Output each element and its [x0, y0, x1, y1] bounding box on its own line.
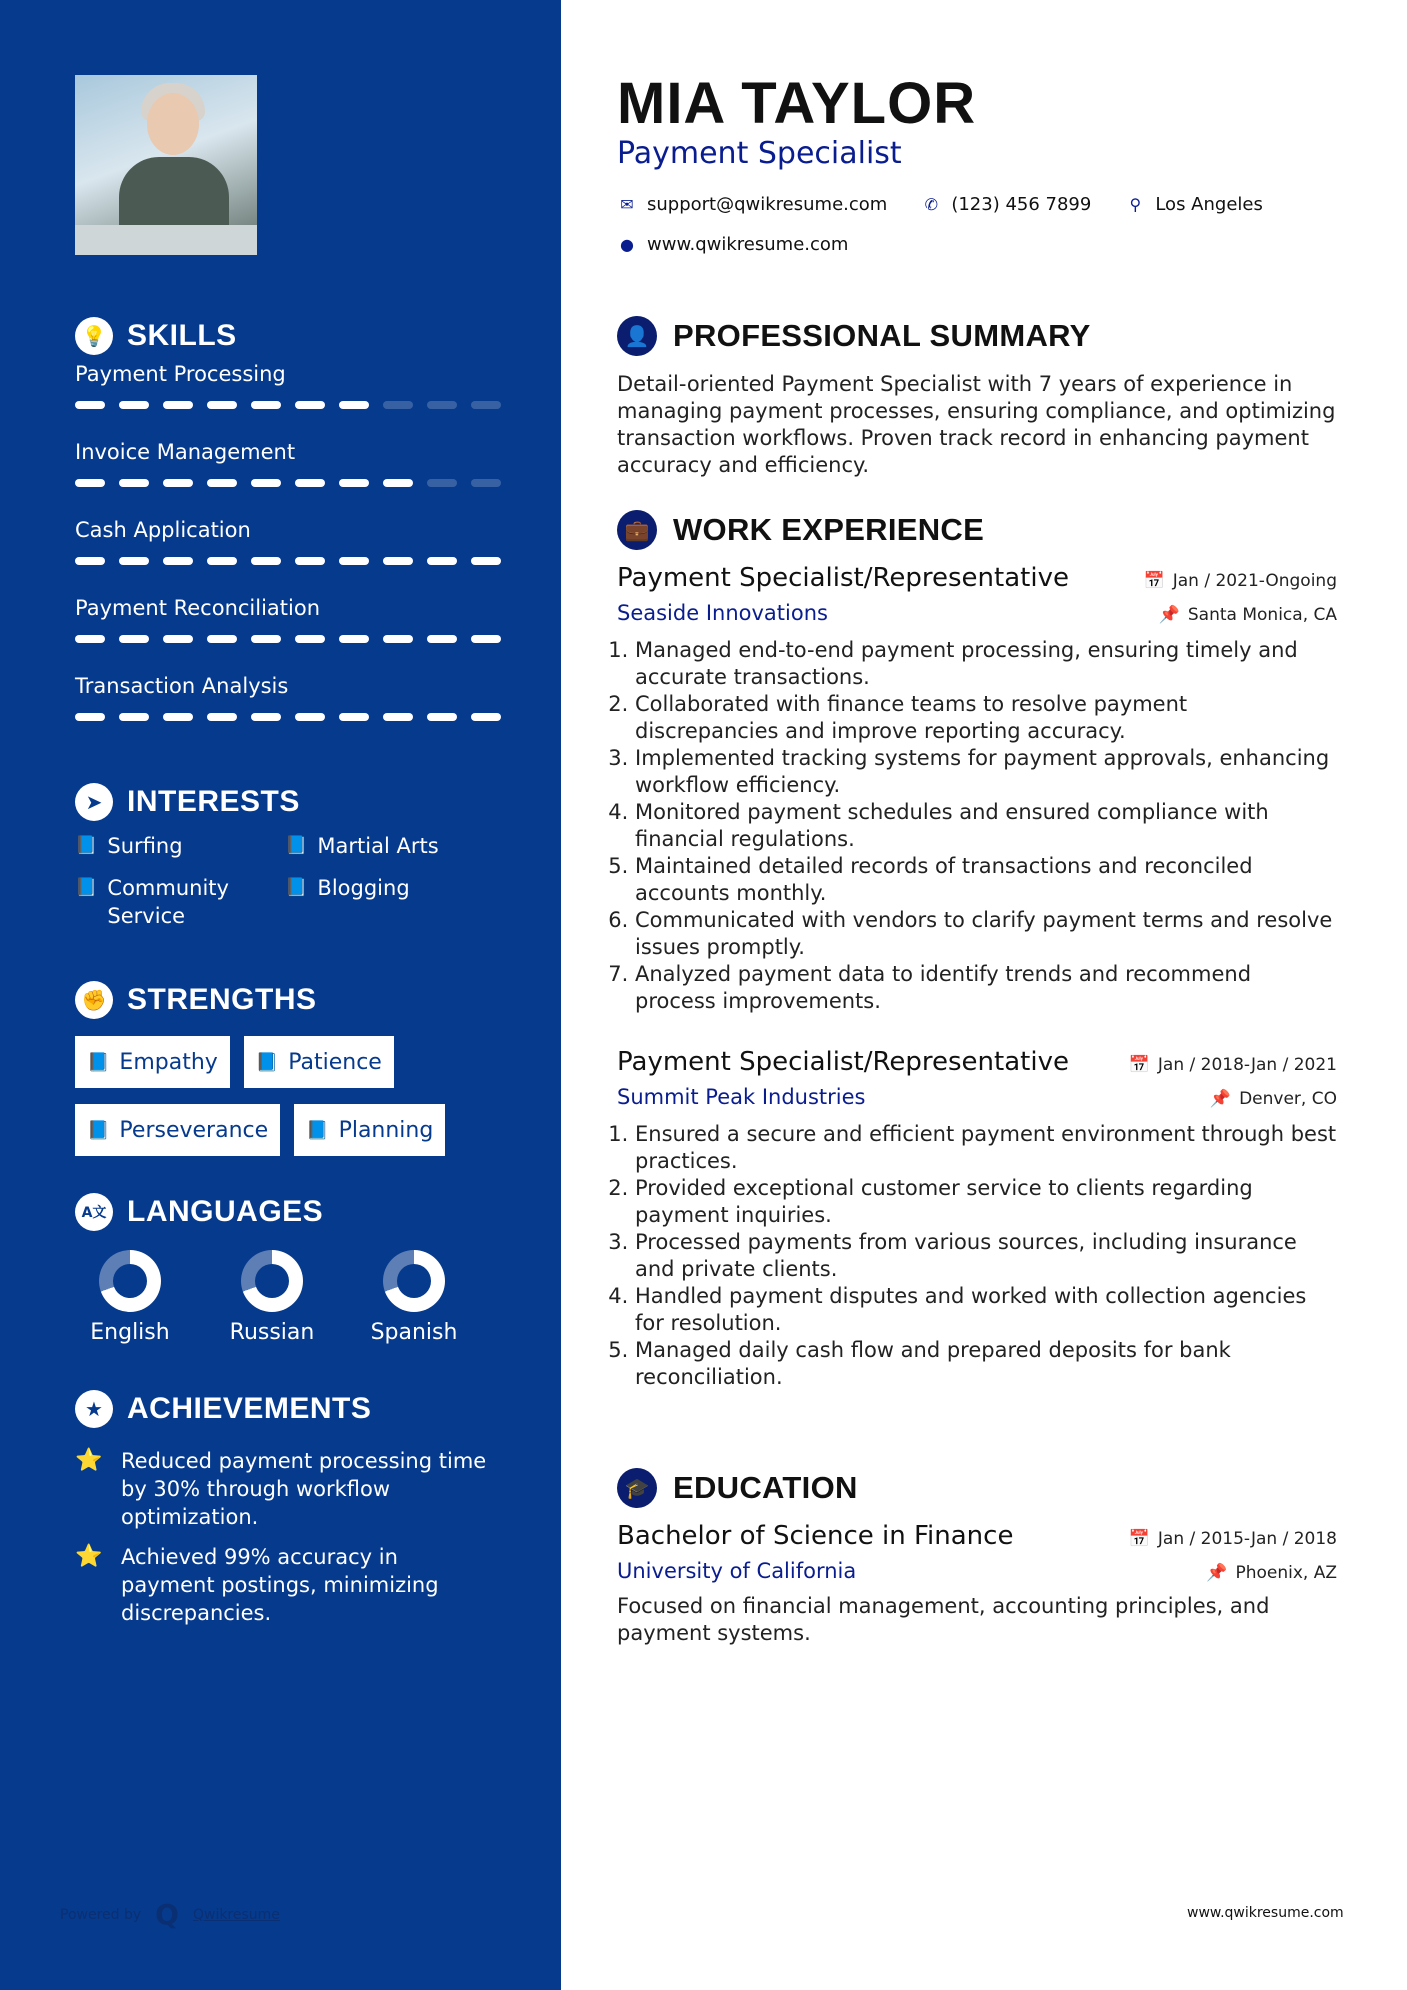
job-bullet: 1. Managed end-to-end payment processing, ensuring timely and accurate transactions. [635, 637, 1337, 691]
interest-item: 📘 Surfing [75, 834, 183, 858]
qwikresume-logo-icon: Q [155, 1898, 179, 1931]
interest-item: 📘 Blogging [285, 874, 495, 930]
book-icon: 📘 [285, 835, 308, 856]
skill-name: Invoice Management [75, 440, 296, 464]
company-name: Summit Peak Industries [617, 1085, 866, 1109]
company-name: Seaside Innovations [617, 601, 828, 625]
education-dates: Jan / 2015-Jan / 2018 [1157, 1529, 1337, 1549]
book-icon: 📘 [87, 1051, 110, 1073]
skill-level-dot [295, 635, 325, 643]
user-icon: 👤 [617, 316, 657, 356]
pin-icon: 📌 [1206, 1563, 1228, 1583]
skill-level-dot [119, 557, 149, 565]
skill-level-dot [339, 401, 369, 409]
interest-item: 📘 Martial Arts [285, 834, 439, 858]
skill-level-dot [427, 713, 457, 721]
book-icon: 📘 [87, 1119, 110, 1141]
languages-section [75, 1192, 505, 1345]
candidate-name: MIA TAYLOR [617, 71, 977, 136]
job-bullet: 6. Communicated with vendors to clarify payment terms and resolve issues promptly. [635, 907, 1337, 961]
book-icon: 📘 [285, 877, 308, 898]
language-item: Spanish [359, 1250, 469, 1345]
skill-level-dot [207, 713, 237, 721]
experience-title: WORK EXPERIENCE [673, 512, 985, 547]
email[interactable]: support@qwikresume.com [647, 194, 888, 215]
skill-level-dot [75, 635, 105, 643]
skill-level-dot [427, 479, 457, 487]
strength-chip: 📘 Empathy [75, 1036, 230, 1088]
skills-list [75, 356, 505, 746]
skill-level-dot [119, 635, 149, 643]
powered-by: Powered by Q Qwikresume [60, 1898, 280, 1931]
envelope-icon: ✉ [620, 195, 634, 214]
graduation-cap-icon: 🎓 [617, 1468, 657, 1508]
skill-level-dot [119, 479, 149, 487]
skill-item [75, 356, 505, 434]
job-location: Denver, CO [1239, 1089, 1337, 1109]
footer-url[interactable]: www.qwikresume.com [1187, 1905, 1344, 1921]
map-pin-icon: ⚲ [1129, 195, 1142, 214]
interest-item: 📘 Community Service [75, 876, 229, 928]
skill-level-dot [339, 713, 369, 721]
job-bullet: 2. Collaborated with finance teams to resolve payment discrepancies and improve reporting accuracy. [635, 691, 1337, 745]
skill-level-bar [75, 557, 501, 565]
job-bullet: 1. Ensured a secure and efficient payment environment through best practices. [635, 1121, 1337, 1175]
star-icon: ⭐ [75, 1544, 103, 1569]
skill-level-bar [75, 713, 501, 721]
skill-level-dot [251, 557, 281, 565]
achievements-section [75, 1389, 505, 1627]
skill-level-bar [75, 479, 501, 487]
paper-plane-icon: ➤ [75, 783, 113, 821]
skill-level-dot [163, 401, 193, 409]
language-level-ring [241, 1250, 303, 1312]
skill-item [75, 434, 505, 512]
skill-level-bar [75, 401, 501, 409]
star-icon: ⭐ [75, 1448, 103, 1473]
language-level-ring [383, 1250, 445, 1312]
job-bullet: 4. Handled payment disputes and worked with collection agencies for resolution. [635, 1283, 1337, 1337]
skill-level-dot [295, 713, 325, 721]
interests-title: INTERESTS [127, 785, 300, 818]
office-chair-icon: 💼 [617, 510, 657, 550]
book-icon: 📘 [75, 877, 98, 898]
skill-level-dot [471, 479, 501, 487]
fist-icon: ✊ [75, 981, 113, 1019]
summary-text: Detail-oriented Payment Specialist with 7 years of experience in managing payment processes, ensuring compliance, and optimizing transaction workflows. Proven track record in enhancing payment accuracy and efficiency. [617, 372, 1336, 477]
skill-level-dot [207, 635, 237, 643]
skills-title: SKILLS [127, 319, 237, 352]
skill-level-dot [295, 557, 325, 565]
skill-level-dot [251, 479, 281, 487]
phone[interactable]: (123) 456 7899 [951, 194, 1092, 215]
skill-name: Cash Application [75, 518, 251, 542]
globe-icon: ● [620, 235, 634, 254]
skill-level-dot [163, 557, 193, 565]
skill-name: Transaction Analysis [75, 674, 289, 698]
skill-level-dot [251, 635, 281, 643]
strength-chip: 📘 Perseverance [75, 1104, 280, 1156]
skill-level-dot [119, 401, 149, 409]
summary-title: PROFESSIONAL SUMMARY [673, 318, 1091, 353]
calendar-icon: 📅 [1128, 1055, 1150, 1075]
contact-line [617, 194, 1263, 215]
skill-name: Payment Processing [75, 362, 286, 386]
sidebar [0, 0, 561, 1990]
language-level-ring [99, 1250, 161, 1312]
skill-level-dot [471, 557, 501, 565]
degree: Bachelor of Science in Finance [617, 1521, 1014, 1551]
calendar-icon: 📅 [1143, 571, 1165, 591]
skill-level-dot [251, 713, 281, 721]
education-text: Focused on financial management, accounting principles, and payment systems. [617, 1594, 1270, 1645]
phone-icon: ✆ [924, 195, 939, 214]
skills-section [75, 316, 505, 746]
education-section [617, 1467, 1337, 1647]
skill-level-dot [163, 635, 193, 643]
achievement-item: ⭐ Reduced payment processing time by 30% through workflow optimization. [75, 1448, 487, 1529]
strengths-list [75, 1036, 495, 1156]
skill-level-dot [339, 479, 369, 487]
job-bullets [617, 637, 1337, 1015]
job-entry [617, 563, 1337, 1015]
book-icon: 📘 [306, 1119, 329, 1141]
skill-level-dot [295, 479, 325, 487]
skill-level-dot [207, 401, 237, 409]
skill-level-dot [383, 557, 413, 565]
interests-list [75, 832, 505, 930]
skill-level-dot [383, 479, 413, 487]
strength-chip: 📘 Patience [244, 1036, 394, 1088]
skill-level-dot [251, 401, 281, 409]
location: Los Angeles [1155, 194, 1263, 215]
skill-level-dot [207, 557, 237, 565]
skill-level-dot [471, 635, 501, 643]
job-title: Payment Specialist/Representative [617, 1047, 1069, 1077]
job-location: Santa Monica, CA [1187, 605, 1337, 625]
achievements-title: ACHIEVEMENTS [127, 1392, 372, 1425]
summary-section [617, 315, 1337, 479]
website[interactable]: www.qwikresume.com [647, 234, 849, 255]
strength-chip: 📘 Planning [294, 1104, 445, 1156]
experience-section [617, 509, 1337, 1391]
skill-level-dot [295, 401, 325, 409]
skill-level-dot [75, 713, 105, 721]
jobs-list [617, 563, 1337, 1391]
achievement-item: ⭐ Achieved 99% accuracy in payment postings, minimizing discrepancies. [75, 1544, 439, 1625]
candidate-role: Payment Specialist [617, 136, 902, 171]
skill-level-dot [119, 713, 149, 721]
skill-level-dot [427, 401, 457, 409]
lightbulb-icon: 💡 [75, 317, 113, 355]
profile-photo [75, 75, 257, 255]
skill-level-dot [339, 635, 369, 643]
job-title: Payment Specialist/Representative [617, 563, 1069, 593]
skill-level-dot [75, 479, 105, 487]
skill-level-dot [163, 713, 193, 721]
school: University of California [617, 1559, 857, 1583]
pin-icon: 📌 [1158, 605, 1180, 625]
translate-icon: A文 [75, 1193, 113, 1231]
skill-level-dot [75, 557, 105, 565]
job-bullet: 5. Managed daily cash flow and prepared deposits for bank reconciliation. [635, 1337, 1337, 1391]
skill-item [75, 590, 505, 668]
job-bullets [617, 1121, 1337, 1391]
brand-link[interactable]: Qwikresume [192, 1906, 280, 1923]
skill-level-dot [383, 713, 413, 721]
job-bullet: 7. Analyzed payment data to identify trends and recommend process improvements. [635, 961, 1337, 1015]
skill-level-bar [75, 635, 501, 643]
job-bullet: 3. Implemented tracking systems for payment approvals, enhancing workflow efficiency. [635, 745, 1337, 799]
languages-title: LANGUAGES [127, 1195, 324, 1228]
skill-level-dot [471, 713, 501, 721]
job-dates: Jan / 2018-Jan / 2021 [1157, 1055, 1337, 1075]
star-badge-icon: ★ [75, 1390, 113, 1428]
job-entry [617, 1047, 1337, 1391]
skill-level-dot [427, 635, 457, 643]
skill-item [75, 512, 505, 590]
skill-name: Payment Reconciliation [75, 596, 321, 620]
pin-icon: 📌 [1209, 1089, 1232, 1109]
job-dates: Jan / 2021-Ongoing [1172, 571, 1337, 591]
skill-level-dot [471, 401, 501, 409]
education-entry [617, 1521, 1337, 1647]
skill-level-dot [383, 635, 413, 643]
job-bullet: 2. Provided exceptional customer service to clients regarding payment inquiries. [635, 1175, 1337, 1229]
languages-list [75, 1250, 505, 1345]
skill-level-dot [427, 557, 457, 565]
skill-level-dot [75, 401, 105, 409]
job-bullet: 5. Maintained detailed records of transactions and reconciled accounts monthly. [635, 853, 1337, 907]
job-bullet: 3. Processed payments from various sources, including insurance and private clients. [635, 1229, 1337, 1283]
language-item: Russian [217, 1250, 327, 1345]
calendar-icon: 📅 [1128, 1529, 1150, 1549]
skill-level-dot [339, 557, 369, 565]
website-line [617, 234, 848, 255]
language-item: English [75, 1250, 185, 1345]
education-title: EDUCATION [673, 1470, 858, 1505]
book-icon: 📘 [255, 1051, 279, 1073]
skill-item [75, 668, 505, 746]
education-location: Phoenix, AZ [1235, 1563, 1337, 1583]
interests-section [75, 782, 505, 930]
book-icon: 📘 [75, 835, 98, 856]
job-bullet: 4. Monitored payment schedules and ensured compliance with financial regulations. [635, 799, 1337, 853]
skill-level-dot [163, 479, 193, 487]
strengths-title: STRENGTHS [127, 983, 317, 1016]
skill-level-dot [207, 479, 237, 487]
strengths-section [75, 980, 505, 1156]
skill-level-dot [383, 401, 413, 409]
